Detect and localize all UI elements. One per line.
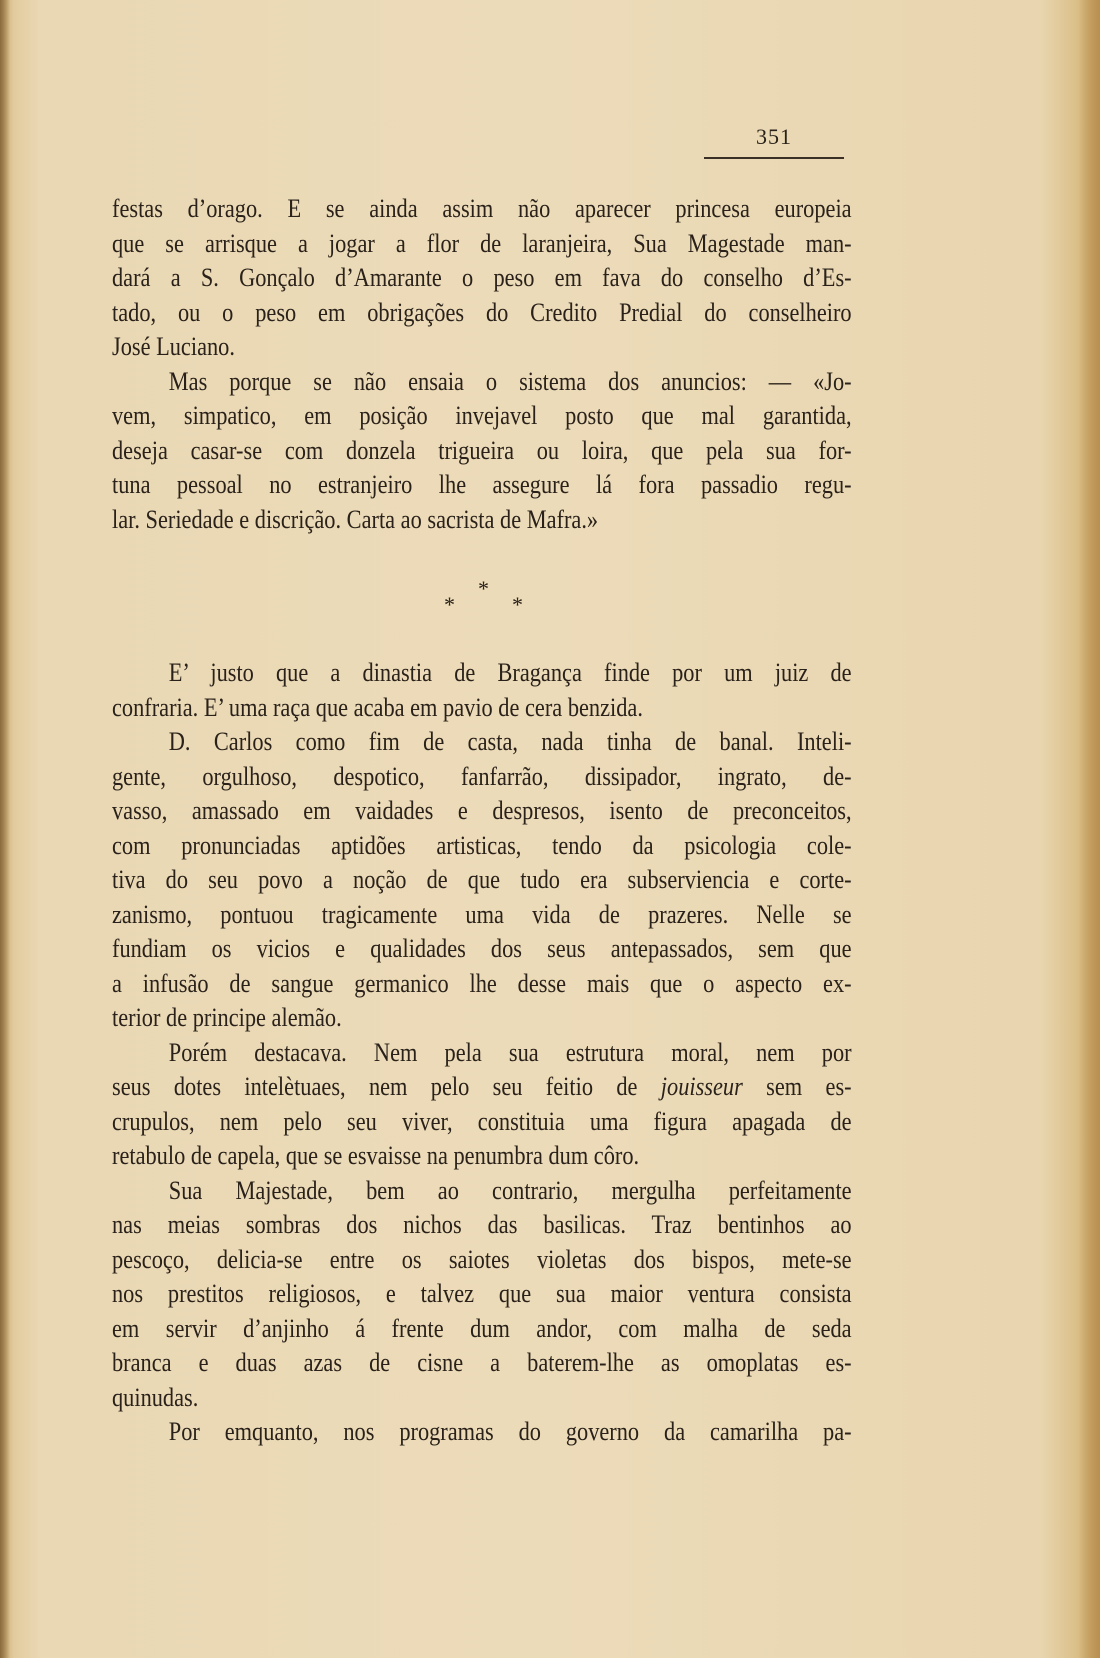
text-line: D. Carlos como fim de casta, nada tinha de banal. Inteli- [168, 727, 852, 756]
text-line [112, 1139, 852, 1174]
text-line: terior de principe alemão. [112, 1003, 342, 1032]
text-line: nas meias sombras dos nichos das basilicas. Traz bentinhos ao [112, 1210, 852, 1239]
text-line: que se arrisque a jogar a flor de laranjeira, Sua Magestade man- [112, 228, 852, 258]
text-line [112, 1070, 852, 1105]
text-line: lar. Seriedade e discrição. Carta ao sacrista de Mafra.» [112, 504, 599, 534]
text-line: tuna pessoal no estranjeiro lhe assegure lá fora passadio regu- [112, 470, 852, 499]
text-line: E’ justo que a dinastia de Bragança finde por um juiz de [168, 658, 852, 687]
text-segment: crupulos, nem pelo seu viver, constituia uma figura apagada de [112, 1106, 852, 1136]
text-line: Mas porque se não ensaia o sistema dos anuncios: — «Jo- [168, 366, 852, 396]
asterism-left: * [444, 592, 455, 617]
asterism-top: * [478, 576, 489, 601]
text-line: com pronunciadas aptidões artisticas, tendo da psicologia cole- [112, 830, 852, 860]
text-line: nos prestitos religiosos, e talvez que sua maior ventura consista [112, 1279, 852, 1308]
text-line [112, 1105, 852, 1140]
text-line: pescoço, delicia-se entre os saiotes violetas dos bispos, mete-se [112, 1244, 852, 1274]
text-line: vem, simpatico, em posição invejavel posto que mal garantida, [112, 401, 852, 430]
header-rule [704, 157, 844, 159]
text-line: vasso, amassado em vaidades e despresos, isento de preconceitos, [112, 796, 852, 825]
text-line: em servir d’anjinho á frente dum andor, com malha de seda [112, 1313, 852, 1343]
text-block-1 [112, 192, 852, 537]
spine-shadow [0, 0, 10, 1658]
text-line: branca e duas azas de cisne a baterem-lhe as omoplatas es- [112, 1348, 852, 1377]
text-block-2 [112, 656, 852, 1450]
text-segment: sem es- [742, 1072, 852, 1101]
italic-word: jouisseur [660, 1072, 743, 1101]
text-segment: Porém destacava. Nem pela sua estrutura moral, nem por [168, 1037, 852, 1067]
text-line: dará a S. Gonçalo d’Amarante o peso em fava do conselho d’Es- [112, 263, 852, 292]
text-line: gente, orgulhoso, despotico, fanfarrão, dissipador, ingrato, de- [112, 761, 852, 791]
asterism-right: * [512, 592, 523, 617]
text-line: quinudas. [112, 1382, 199, 1412]
text-line: a infusão de sangue germanico lhe desse mais que o aspecto ex- [112, 968, 852, 998]
text-line: fundiam os vicios e qualidades dos seus antepassados, sem que [112, 934, 852, 963]
text-line: tiva do seu povo a noção de que tudo era subserviencia e corte- [112, 865, 852, 894]
asterism [430, 576, 540, 626]
text-segment: retabulo de capela, que se esvaisse na penumbra dum côro. [112, 1141, 640, 1170]
text-segment: seus dotes intelètuaes, nem pelo seu feitio de [112, 1072, 661, 1101]
text-line: zanismo, pontuou tragicamente uma vida de prazeres. Nelle se [112, 899, 852, 929]
text-line [112, 1036, 852, 1071]
text-line: deseja casar-se com donzela trigueira ou loira, que pela sua for- [112, 435, 852, 465]
text-line: confraria. E’ uma raça que acaba em pavio de cera benzida. [112, 692, 643, 722]
text-line: Por emquanto, nos programas do governo da camarilha pa- [168, 1417, 852, 1446]
text-line: Sua Majestade, bem ao contrario, mergulha perfeitamente [168, 1175, 852, 1205]
text-line: José Luciano. [112, 332, 235, 361]
text-line: festas d’orago. E se ainda assim não aparecer princesa europeia [112, 194, 852, 223]
page-number: 351 [756, 124, 792, 149]
text-line: tado, ou o peso em obrigações do Credito Predial do conselheiro [112, 297, 852, 327]
page-edge [1078, 0, 1100, 1658]
